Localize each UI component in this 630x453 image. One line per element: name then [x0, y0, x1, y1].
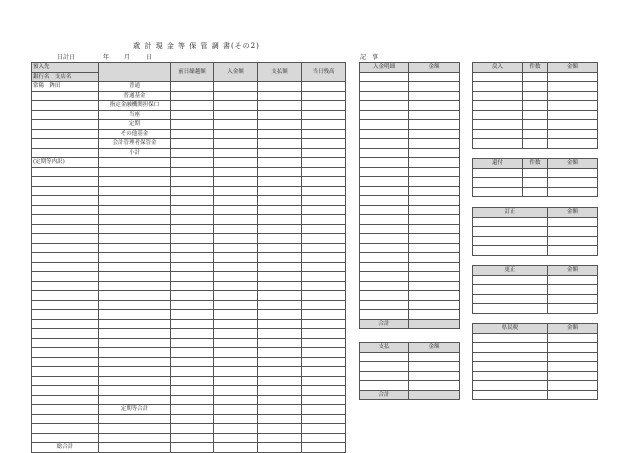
table-row [360, 281, 460, 291]
table-row [32, 148, 346, 158]
table-row [32, 291, 346, 301]
table-row [360, 158, 460, 168]
fixed-label: (定期等内訳) [32, 158, 99, 168]
table-row [473, 101, 598, 111]
table-row [32, 120, 346, 130]
table-row [32, 215, 346, 225]
table-row [360, 205, 460, 215]
table-row [360, 253, 460, 263]
table-row [32, 405, 346, 415]
table-row [360, 234, 460, 244]
table-row [473, 129, 598, 139]
table-row [360, 215, 460, 225]
table-row [360, 381, 460, 391]
table-row [360, 371, 460, 381]
table-row [473, 381, 598, 391]
table-row [473, 390, 598, 400]
table-row [360, 319, 460, 329]
table-row [32, 386, 346, 396]
table-row [32, 395, 346, 405]
bank-name: 常陽 鉾田 [32, 82, 99, 92]
table-row [360, 196, 460, 206]
refund-header: 還付 [473, 159, 523, 169]
table-row [32, 82, 346, 92]
table-row [360, 224, 460, 234]
table-row [32, 243, 346, 253]
table-row [32, 101, 346, 111]
income-total-label: 合計 [360, 319, 409, 329]
table-row [473, 343, 598, 353]
table-row [473, 187, 598, 197]
item-label: 小計 [99, 148, 171, 158]
table-row [360, 120, 460, 130]
pref-tax-table [472, 323, 597, 400]
amount-header: 金額 [409, 343, 460, 353]
table-row [32, 139, 346, 149]
table-row [360, 262, 460, 272]
returned-table [472, 62, 597, 149]
item-label: 普通 [99, 82, 171, 92]
payment-table [359, 342, 459, 400]
amount-header: 金額 [548, 208, 598, 218]
table-row [360, 177, 460, 187]
change-header: 更正 [473, 266, 548, 276]
table-row [32, 186, 346, 196]
item-label: 会計管理者保管金 [99, 139, 171, 149]
table-row [473, 82, 598, 92]
table-row [32, 129, 346, 139]
item-label: その他基金 [99, 129, 171, 139]
month-label: 月 [124, 54, 131, 61]
table-row [360, 390, 460, 400]
payment-detail-header: 支払 [360, 343, 409, 353]
deposit-header: 預入先 [32, 63, 99, 73]
table-row [32, 424, 346, 434]
year-label: 年 [103, 54, 110, 61]
table-row [360, 129, 460, 139]
table-row [32, 272, 346, 282]
table-row [473, 333, 598, 343]
amount-header: 金額 [548, 324, 598, 334]
day-label: 日 [146, 54, 153, 61]
count-header: 件数 [523, 159, 548, 169]
correction-header: 訂正 [473, 208, 548, 218]
table-row [360, 110, 460, 120]
payment-header: 支払額 [258, 63, 302, 82]
table-row [473, 352, 598, 362]
records-label: 記 事 [360, 54, 379, 61]
table-row [473, 120, 598, 130]
income-detail-header: 入金明細 [360, 63, 409, 73]
table-row [473, 178, 598, 188]
table-row [473, 371, 598, 381]
table-row [32, 376, 346, 386]
date-label: 日計日 [57, 54, 76, 61]
table-row [360, 272, 460, 282]
table-row [360, 139, 460, 149]
table-row [32, 300, 346, 310]
table-row [473, 362, 598, 372]
amount-header: 金額 [409, 63, 460, 73]
table-row [473, 91, 598, 101]
table-row [360, 352, 460, 362]
table-row [32, 262, 346, 272]
payment-total-label: 合計 [360, 390, 409, 400]
table-row [32, 367, 346, 377]
table-row [32, 329, 346, 339]
table-row [32, 433, 346, 443]
amount-header: 金額 [548, 159, 598, 169]
table-row [32, 196, 346, 206]
table-row [360, 72, 460, 82]
grand-total-label: 総合計 [32, 443, 99, 453]
table-row [32, 224, 346, 234]
table-row [473, 304, 598, 314]
prev-balance-header: 前日繰越額 [171, 63, 214, 82]
table-row [473, 110, 598, 120]
amount-header: 金額 [548, 266, 598, 276]
table-row [32, 110, 346, 120]
table-row [360, 91, 460, 101]
pref-tax-header: 県民税 [473, 324, 548, 334]
table-row [360, 148, 460, 158]
balance-header: 当日残高 [302, 63, 346, 82]
bank-header: 銀行名 支店名 [32, 72, 99, 82]
table-row [360, 243, 460, 253]
table-row [360, 101, 460, 111]
income-detail-table [359, 62, 459, 329]
table-row [473, 72, 598, 82]
table-row [32, 414, 346, 424]
table-row [32, 443, 346, 453]
cash-table [31, 62, 345, 453]
table-row [32, 338, 346, 348]
table-row [32, 357, 346, 367]
table-row [360, 167, 460, 177]
table-row [473, 227, 598, 237]
table-row [32, 167, 346, 177]
income-header: 入金額 [214, 63, 258, 82]
table-row [473, 294, 598, 304]
table-row [473, 285, 598, 295]
fixed-total-label: 定期等合計 [99, 405, 171, 415]
item-header [99, 63, 171, 82]
table-row [360, 310, 460, 320]
table-row [32, 348, 346, 358]
table-row [32, 91, 346, 101]
refund-table [472, 158, 597, 197]
table-row [32, 310, 346, 320]
header-row [32, 63, 346, 73]
table-row [360, 186, 460, 196]
table-row [473, 217, 598, 227]
table-row [360, 82, 460, 92]
table-row [32, 319, 346, 329]
document-title: 歳 計 現 金 等 保 管 調 書(その2) [133, 42, 260, 50]
table-row [360, 291, 460, 301]
returned-header: 戻入 [473, 63, 523, 73]
item-label: 普通基金 [99, 91, 171, 101]
count-header: 件数 [523, 63, 548, 73]
item-label: 定期 [99, 120, 171, 130]
table-row [473, 275, 598, 285]
table-row [32, 205, 346, 215]
table-row [473, 139, 598, 149]
change-table [472, 265, 597, 314]
table-row [32, 234, 346, 244]
table-row [473, 236, 598, 246]
item-label: 指定金融機関担保口 [99, 101, 171, 111]
table-row [360, 300, 460, 310]
table-row [32, 158, 346, 168]
correction-table [472, 207, 597, 256]
table-row [360, 362, 460, 372]
item-label: 当座 [99, 110, 171, 120]
table-row [473, 246, 598, 256]
table-row [473, 168, 598, 178]
table-row [32, 253, 346, 263]
table-row [32, 281, 346, 291]
amount-header: 金額 [548, 63, 598, 73]
table-row [32, 177, 346, 187]
